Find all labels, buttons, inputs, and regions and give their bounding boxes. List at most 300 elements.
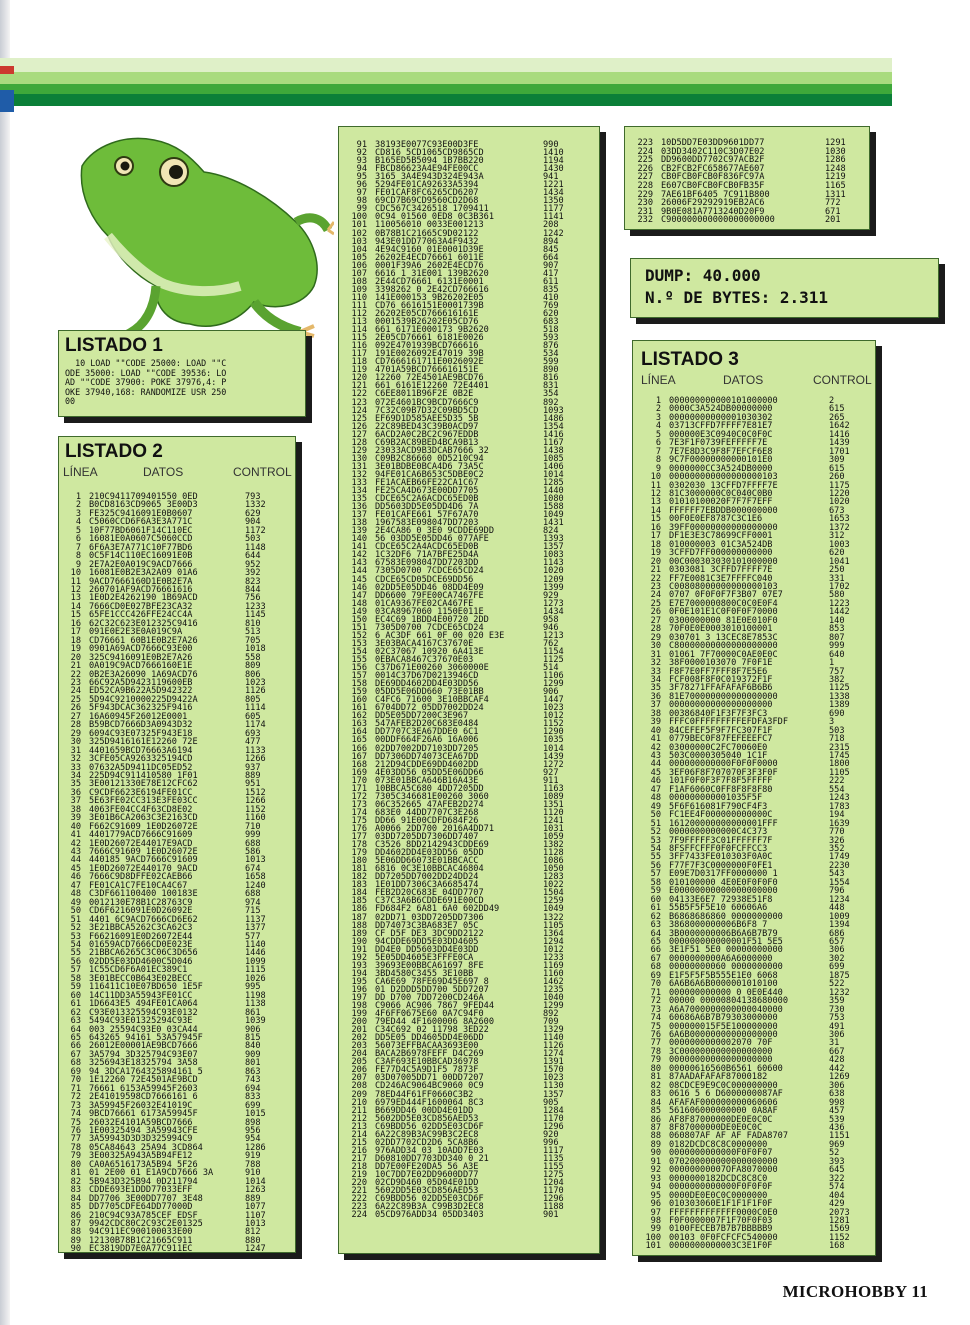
hex-data: 000000E3C0940C0C0F0C <box>669 429 773 440</box>
frog-illustration <box>64 126 334 342</box>
checksum: 995 <box>245 982 261 993</box>
line-number: 187 <box>351 912 367 923</box>
checksum: 757 <box>829 666 845 677</box>
checksum: 1035 <box>543 735 564 746</box>
line-number: 51 <box>650 818 661 829</box>
checksum: 448 <box>829 903 845 914</box>
hex-data: CD6F6216091E0D26092E <box>89 906 193 917</box>
line-number: 55 <box>70 948 81 959</box>
checksum: 1800 <box>829 759 850 770</box>
hex-data: 26032E4101A59BCD7666 <box>89 1117 193 1128</box>
checksum: 1372 <box>829 522 850 533</box>
checksum: 958 <box>543 614 559 625</box>
line-number: 126 <box>351 421 367 432</box>
header-stripe <box>0 94 892 106</box>
listado-2-continued-rows <box>341 141 583 1219</box>
checksum: 929 <box>543 590 559 601</box>
checksum: 265 <box>829 412 845 423</box>
checksum: 909 <box>245 1049 261 1060</box>
line-number: 175 <box>351 815 367 826</box>
hex-data: 0001F39A6 2602E4ECD76 <box>375 260 484 271</box>
hex-data: 8FSFFCFFF0F0FCFFCC3 <box>669 844 768 855</box>
hex-data: 4401659BCD76663A6194 <box>89 745 193 756</box>
hex-data: AFAFAF000000000060606 <box>669 1097 778 1108</box>
line-number: 81 <box>650 1072 661 1083</box>
hex-data: 7E3F1F0739FEFFFFF7E <box>669 438 768 449</box>
checksum: 674 <box>245 863 261 874</box>
hex-data: 1E01DD7306C3A6685474 <box>375 880 479 891</box>
checksum: 1783 <box>829 801 850 812</box>
hex-data: CD7666161711E0026092E <box>375 357 484 368</box>
line-number: 188 <box>351 920 367 931</box>
line-number: 43 <box>650 751 661 762</box>
checksum: 577 <box>245 931 261 942</box>
line-number: 21 <box>650 565 661 576</box>
line-number: 153 <box>351 638 367 649</box>
checksum: 1439 <box>543 751 564 762</box>
checksum: 1442 <box>829 607 850 618</box>
line-number: 95 <box>356 172 367 183</box>
checksum: 543 <box>829 869 845 880</box>
line-number: 75 <box>650 1021 661 1032</box>
hex-data: E607CB0FCB0FCB0FB35F <box>661 180 765 191</box>
line-number: 92 <box>650 1165 661 1176</box>
code-row <box>627 216 863 225</box>
checksum: 306 <box>829 945 845 956</box>
checksum: 168 <box>829 1241 845 1252</box>
hex-data: DD D700 7DD7200CD246A <box>375 992 484 1003</box>
checksum: 1160 <box>245 813 266 824</box>
hex-data: E00000000000000000000 <box>669 886 778 897</box>
hex-data: 440185 9ACD7666C91609 <box>89 855 198 866</box>
hex-data: 56073EFFBACAA3693E00 <box>375 1041 479 1052</box>
line-number: 140 <box>351 534 367 545</box>
line-number: 202 <box>351 1033 367 1044</box>
checksum: 898 <box>245 1117 261 1128</box>
checksum: 620 <box>543 308 559 319</box>
line-number: 26 <box>650 607 661 618</box>
line-number: 111 <box>351 300 367 311</box>
line-number: 118 <box>351 357 367 368</box>
line-number: 44 <box>650 759 661 770</box>
checksum: 1394 <box>829 920 850 931</box>
line-number: 110 <box>351 292 367 303</box>
hex-data: 60686A6B7B79303000000 <box>669 1013 778 1024</box>
checksum: 762 <box>543 638 559 649</box>
checksum: 1290 <box>543 727 564 738</box>
hex-data: 03CA8967060 1150E011E <box>375 606 484 617</box>
checksum: 709 <box>543 1017 559 1028</box>
line-number: 205 <box>351 1057 367 1068</box>
hex-data: 10BBCA5C680 4DD7205DD <box>375 783 484 794</box>
line-number: 93 <box>356 156 367 167</box>
line-number: 15 <box>70 610 81 621</box>
line-number: 3 <box>75 508 81 519</box>
checksum: 911 <box>543 775 559 786</box>
hex-data: 76661 6153A59945F2603 <box>89 1083 198 1094</box>
hex-data: 7666CD0E027BFE23CA32 <box>89 601 193 612</box>
hex-data: 7666C9D8DFFE02CAEB66 <box>89 872 193 883</box>
line-number: 63 <box>70 1016 81 1027</box>
checksum: 513 <box>245 627 261 638</box>
hex-data: 4701A59BCD766616151E <box>375 365 479 376</box>
checksum: 306 <box>829 1080 845 1091</box>
hex-data: CD246AC9064BC9060 0C9 <box>375 1081 484 1092</box>
line-number: 224 <box>351 1210 367 1221</box>
hex-data: 01 D2DDD5DD700 5DD7207 <box>375 984 489 995</box>
hex-data: 66C92A5D9423119600EB <box>89 677 193 688</box>
checksum: 1269 <box>829 1072 850 1083</box>
hex-data: FEB2D20C683E 04DD7707 <box>375 888 484 899</box>
hex-data: DD7707C3EA67DDE0 6C1 <box>375 727 479 738</box>
hex-data: C9CDF6623E6194FE01CC <box>89 787 193 798</box>
line-number: 87 <box>650 1122 661 1133</box>
checksum: 1658 <box>245 872 266 883</box>
line-number: 203 <box>351 1041 367 1052</box>
checksum: 620 <box>829 548 845 559</box>
hex-data: 5F6F616081F790CF4F3 <box>669 801 768 812</box>
hex-data: CB2FCB2FC658677AE607 <box>661 163 765 174</box>
line-number: 20 <box>650 556 661 567</box>
checksum: 951 <box>245 779 261 790</box>
checksum: 1105 <box>543 920 564 931</box>
hex-data: 0901A69ACD7666C93E00 <box>89 644 193 655</box>
checksum: 1275 <box>543 1170 564 1180</box>
line-number: 50 <box>650 810 661 821</box>
checksum: 907 <box>543 260 559 271</box>
line-number: 58 <box>650 877 661 888</box>
checksum: 1653 <box>829 514 850 525</box>
hex-data: 561606000000000 0A8AF <box>669 1106 778 1117</box>
checksum: 1020 <box>829 497 850 508</box>
hex-data: 02CD9D460 05D04E01DD <box>375 1178 479 1189</box>
line-number: 161 <box>351 703 367 714</box>
line-number: 41 <box>70 830 81 841</box>
line-number: 60 <box>70 990 81 1001</box>
line-number: 90 <box>70 1244 81 1255</box>
checksum: 1188 <box>543 1202 564 1213</box>
hex-data: 26006F29292919EB2AC6 <box>661 198 765 209</box>
hex-data: FFFFFF7EBDDB000000000 <box>669 505 778 516</box>
hex-data: 6A6B00000000000000000 <box>669 1029 778 1040</box>
hex-data: 00C000303030101000000 <box>669 556 778 567</box>
hex-data: 1E12260 72E4501AE9BCD <box>89 1075 198 1086</box>
hex-data: 94CDDE69DD5E03DD4605 <box>375 936 479 947</box>
checksum: 831 <box>543 381 559 392</box>
line-number: 109 <box>351 284 367 295</box>
checksum: 1389 <box>829 700 850 711</box>
line-number: 95 <box>650 1190 661 1201</box>
hex-data: 5494C93E01325294C93E <box>89 1016 193 1027</box>
line-number: 14 <box>70 601 81 612</box>
checksum: 1447 <box>543 695 564 706</box>
checksum: 306 <box>829 1029 845 1040</box>
line-number: 16 <box>650 522 661 533</box>
hex-data: 67583E098047DD7203DD <box>375 558 479 569</box>
checksum: 1382 <box>543 840 564 851</box>
hex-data: 000000000000101000000 <box>669 396 778 406</box>
hex-data: 00000000007OFA8070000 <box>669 1165 778 1176</box>
hex-data: 5D94C9210000225D9422A <box>89 694 198 705</box>
checksum: 1399 <box>543 582 564 593</box>
line-number: 141 <box>351 542 367 553</box>
hex-data: 3CFFD7FF000000000000 <box>669 548 773 559</box>
line-number: 119 <box>351 365 367 376</box>
hex-data: 26202E4ECD76661 6011E <box>375 252 484 263</box>
line-number: 184 <box>351 888 367 899</box>
checksum: 1151 <box>829 1131 850 1142</box>
line-number: 67 <box>650 953 661 964</box>
line-number: 229 <box>637 189 653 200</box>
line-number: 159 <box>351 687 367 698</box>
hex-data: F66216091E0D26072E44 <box>89 931 193 942</box>
checksum: 1286 <box>825 155 846 166</box>
checksum: 1126 <box>543 1041 564 1052</box>
checksum: 1439 <box>829 438 850 449</box>
line-number: 27 <box>70 711 81 722</box>
line-number: 54 <box>70 940 81 951</box>
line-number: 82 <box>650 1080 661 1091</box>
checksum: 845 <box>543 244 559 255</box>
hex-data: 2E7A2E0A019C9ACD7666 <box>89 559 193 570</box>
hex-data: 0000DE0E0C0C0000000 <box>669 1190 768 1201</box>
line-number: 83 <box>650 1089 661 1100</box>
checksum: 1364 <box>543 928 564 939</box>
hex-data: C00808000000000000103 <box>669 581 778 592</box>
checksum: 1152 <box>829 1232 850 1243</box>
line-number: 214 <box>351 1129 367 1140</box>
checksum: 1177 <box>543 204 564 215</box>
checksum: 1410 <box>543 148 564 159</box>
hex-data: 000000000000F0F0F0000 <box>669 759 778 770</box>
line-number: 220 <box>351 1178 367 1189</box>
hex-data: 03713CFFD7FFFF7E81E7 <box>669 421 773 432</box>
listado-2-final-panel <box>624 126 870 230</box>
hex-data: 39FF00000000000000000 <box>669 522 778 533</box>
hex-data: 23033ACD9B3DCAB7666 32 <box>375 445 489 456</box>
hex-data: C37C3A6B6CDDE691E00CD <box>375 896 484 907</box>
hex-data: 7666C91609 1E0D26072E <box>89 847 198 858</box>
line-number: 89 <box>70 1235 81 1246</box>
checksum: 1130 <box>543 1081 564 1092</box>
line-number: 28 <box>650 624 661 635</box>
hex-data: D60810DD7703DD340 0 21 <box>375 1153 489 1164</box>
checksum: 1243 <box>829 793 850 804</box>
hex-data: FC1EE4F000000000000C <box>669 810 773 821</box>
hex-data: 092E4701939BCD766616 <box>375 341 479 352</box>
checksum: 1701 <box>829 446 850 457</box>
line-number: 164 <box>351 727 367 738</box>
checksum: 574 <box>829 1182 845 1193</box>
hex-data: 62C32C623E012325C9416 <box>89 618 198 629</box>
hex-data: FE01CAF8FC6265CD6207 <box>375 188 479 199</box>
hex-data: 191E0026092E47019 39B <box>375 349 484 360</box>
line-number: 189 <box>351 928 367 939</box>
checksum: 1393 <box>543 534 564 545</box>
line-number: 49 <box>650 801 661 812</box>
hex-data: 06C352665 47AFEB2D274 <box>375 799 484 810</box>
hex-data: 39693E00BBCA61697 8FE <box>375 960 484 971</box>
hex-data: 05CA84643 25A94 3CD864 <box>89 1142 203 1153</box>
hex-data: 7C32C09B7D32C09BD5CD <box>375 405 479 416</box>
line-number: 13 <box>650 497 661 508</box>
checksum: 1357 <box>543 1089 564 1100</box>
checksum: 905 <box>543 1097 559 1108</box>
hex-data: CA6E69 78FE69D45E697 8 <box>375 976 489 987</box>
checksum: 690 <box>829 708 845 719</box>
line-number: 70 <box>650 979 661 990</box>
hex-data: 3E01BECC0B643E02BECC <box>89 973 193 984</box>
checksum: 1030 <box>825 146 846 157</box>
line-number: 63 <box>650 920 661 931</box>
checksum: 1126 <box>245 686 266 697</box>
hex-data: FE325C9416091E0B0607 <box>89 508 193 519</box>
line-number: 117 <box>351 349 367 360</box>
checksum: 1220 <box>829 488 850 499</box>
checksum: 352 <box>829 844 845 855</box>
hex-data: 000000000000000000103 <box>669 472 778 483</box>
checksum: 1284 <box>543 1105 564 1116</box>
hex-data: DD5E05DD7200C3E967 <box>375 711 469 722</box>
checksum: 756 <box>245 593 261 604</box>
hex-data: 110056010 0033E001213 <box>375 220 484 231</box>
checksum: 534 <box>543 349 559 360</box>
hex-data: F8F7E0FF7FFF8F7E5E6 <box>669 666 768 677</box>
hex-data: FFFC0FFFFFFFFFEFDFA3FDF <box>669 717 788 728</box>
page-gutter-shadow <box>0 0 10 1325</box>
hex-data: E1F5F5F5B555E1E0 6068 <box>669 970 778 981</box>
line-number: 31 <box>650 649 661 660</box>
checksum: 693 <box>245 728 261 739</box>
line-number: 225 <box>637 155 653 166</box>
line-number: 127 <box>351 429 367 440</box>
listado-2-col-linea: LÍNEA <box>63 465 98 479</box>
hex-data: 4401 6C9ACD7666CD6E62 <box>89 914 198 925</box>
line-number: 168 <box>351 759 367 770</box>
line-number: 45 <box>70 863 81 874</box>
line-number: 113 <box>351 317 367 328</box>
checksum: 892 <box>543 1009 559 1020</box>
line-number: 27 <box>650 615 661 626</box>
line-number: 88 <box>70 1227 81 1238</box>
checksum: 1406 <box>543 461 564 472</box>
checksum: 1125 <box>543 655 564 665</box>
hex-data: 03000000C2FC70060E0 <box>669 742 768 753</box>
line-number: 211 <box>351 1105 367 1116</box>
hex-data: 00000 00000804138680000 <box>669 996 788 1007</box>
hex-data: 22C89BED43C39B0ACD97 <box>375 421 479 432</box>
hex-data: C69BDD56 02DD5E03CD6F <box>375 1194 484 1205</box>
line-number: 9 <box>75 559 81 570</box>
listado-3-title: LISTADO 3 <box>641 349 739 370</box>
hex-data: 5B943D325B94 0D211794 <box>89 1176 198 1187</box>
hex-data: DD4602DD4E03DD56 05DD <box>375 848 484 859</box>
hex-data: 7F9FFFFF3C01FFFFFF7F <box>669 835 773 846</box>
hex-data: 161200000000000001FFF <box>669 818 778 829</box>
hex-data: 010000003 01C3A524DB <box>669 539 773 550</box>
checksum: 688 <box>245 889 261 900</box>
line-number: 15 <box>650 514 661 525</box>
checksum: 705 <box>245 635 261 646</box>
checksum: 1242 <box>543 228 564 239</box>
line-number: 20 <box>70 652 81 663</box>
checksum: 901 <box>543 1210 559 1221</box>
line-number: 169 <box>351 767 367 778</box>
line-number: 217 <box>351 1153 367 1164</box>
line-number: 206 <box>351 1065 367 1076</box>
hex-data: 5E05DD4605E3FFFE0CA <box>375 952 474 963</box>
hex-data: 3868000000006B6F8 7 <box>669 920 768 931</box>
hex-data: 0000000000000C4C373 <box>669 827 768 838</box>
line-number: 46 <box>70 872 81 883</box>
line-number: 150 <box>351 614 367 625</box>
hex-data: 00000616560B6561 60600 <box>669 1063 783 1074</box>
line-number: 132 <box>351 469 367 480</box>
checksum: 1221 <box>543 180 564 191</box>
line-number: 219 <box>351 1170 367 1180</box>
line-number: 80 <box>70 1159 81 1170</box>
checksum: 1009 <box>829 911 850 922</box>
line-number: 76 <box>650 1029 661 1040</box>
checksum: 796 <box>829 886 845 897</box>
hex-data: 003 25594C93E0 03CA44 <box>89 1024 198 1035</box>
hex-data: CDCE65C2A6ACDC65ED0B <box>375 494 479 505</box>
checksum: 906 <box>543 687 559 698</box>
checksum: 201 <box>825 215 841 226</box>
line-number: 167 <box>351 751 367 762</box>
checksum: 1125 <box>829 683 850 694</box>
line-number: 45 <box>650 767 661 778</box>
hex-data: 3BD4580C3455 3E10BB <box>375 968 474 979</box>
checksum: 1145 <box>245 610 266 621</box>
code-row <box>635 1242 865 1250</box>
line-number: 112 <box>351 308 367 319</box>
hex-data: 3E1F51 5E0 00000000000 <box>669 945 783 956</box>
checksum: 1099 <box>245 956 266 967</box>
line-number: 24 <box>650 590 661 601</box>
checksum: 1194 <box>543 156 564 167</box>
hex-data: 00DDF664F26A6 16A006 <box>375 735 479 746</box>
checksum: 952 <box>245 559 261 570</box>
checksum: 810 <box>245 618 261 629</box>
hex-data: DD6600 79FE00CA7467FE <box>375 590 484 601</box>
hex-data: B6868686860 0000000000 <box>669 911 783 922</box>
hex-data: EC4C69 1BDD4E00720 2DD <box>375 614 489 625</box>
checksum: 1023 <box>543 1073 564 1084</box>
line-number: 224 <box>637 146 653 157</box>
hex-data: 8F87000000DE0E0C0C <box>669 1122 763 1133</box>
hex-data: 683E0 44DD7707C3E268 <box>375 807 479 818</box>
checksum: 1554 <box>829 877 850 888</box>
hex-data: 3E21BBCA5262C3CA62C3 <box>89 923 193 934</box>
line-number: 125 <box>351 413 367 424</box>
checksum: 1117 <box>543 1145 564 1156</box>
checksum: 1354 <box>543 421 564 432</box>
hex-data: 116411C10E07BD650 1E5F <box>89 982 203 993</box>
line-number: 73 <box>650 1004 661 1015</box>
checksum: 688 <box>245 838 261 849</box>
checksum: 999 <box>245 830 261 841</box>
checksum: 2230 <box>829 860 850 871</box>
checksum: 718 <box>829 734 845 745</box>
line-number: 144 <box>351 566 367 577</box>
line-number: 17 <box>650 531 661 542</box>
checksum: 1012 <box>543 711 564 722</box>
hex-data: CA0A6516173A5B94 5F26 <box>89 1159 198 1170</box>
line-number: 79 <box>70 1151 81 1162</box>
checksum: 503 <box>829 725 845 736</box>
hex-data: 00000000000000000000 <box>669 700 773 711</box>
